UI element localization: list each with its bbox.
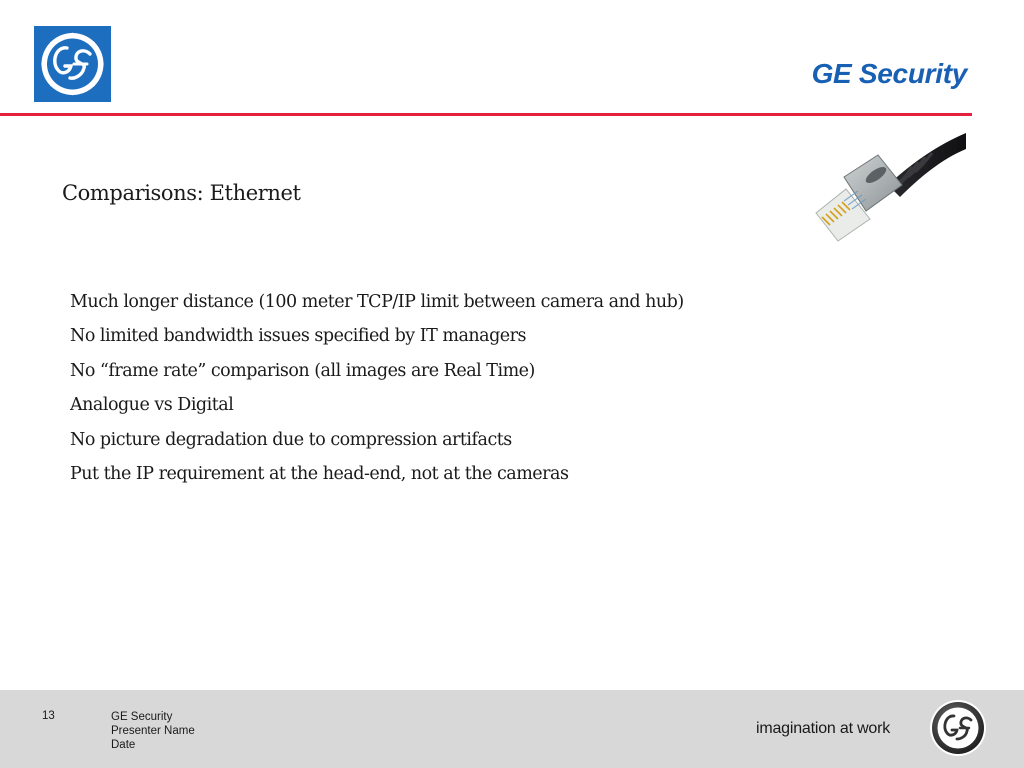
- bullet-item: Much longer distance (100 meter TCP/IP limit between camera and hub): [70, 292, 684, 312]
- footer: [0, 690, 1024, 768]
- ge-logo-icon: [34, 26, 111, 102]
- bullet-item: No “frame rate” comparison (all images are Real Time): [70, 360, 535, 381]
- tagline: imagination at work: [756, 720, 891, 737]
- bullet-list: [70, 287, 684, 493]
- ethernet-cable-image: [808, 127, 966, 247]
- header-divider: [0, 113, 972, 116]
- footer-presenter: Presenter Name: [111, 725, 195, 737]
- bullet-item: No limited bandwidth issues specified by IT managers: [70, 326, 527, 347]
- bullet-item: No picture degradation due to compression artifacts: [70, 429, 512, 450]
- ge-footer-logo-icon: [929, 699, 987, 757]
- bullet-item: Analogue vs Digital: [70, 395, 234, 416]
- brand-title: GE Security: [811, 58, 967, 89]
- footer-date: Date: [111, 739, 136, 751]
- page-number: 13: [42, 710, 55, 722]
- footer-meta: [111, 710, 195, 752]
- slide-title: Comparisons: Ethernet: [62, 181, 301, 205]
- bullet-item: Put the IP requirement at the head-end, not at the cameras: [70, 463, 569, 484]
- footer-company: GE Security: [111, 711, 173, 723]
